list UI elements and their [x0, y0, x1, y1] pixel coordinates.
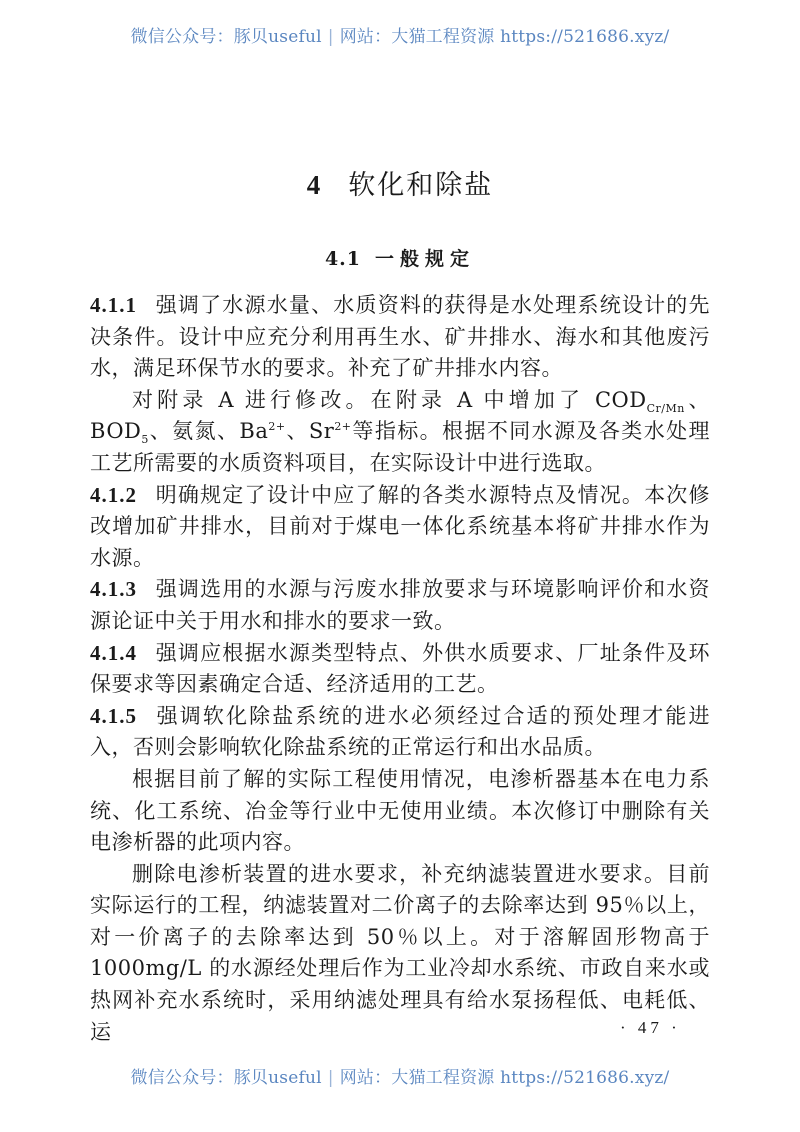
text-fragment: 、氨氮、Ba — [148, 419, 269, 444]
watermark-website: 网站：大猫工程资源 https://521686.xyz/ — [339, 1068, 670, 1088]
appendix-a-paragraph — [90, 385, 710, 480]
clause-text: 强调软化除盐系统的进水必须经过合适的预处理才能进入，否则会影响软化除盐系统的正常运行和出水品质。 — [90, 703, 710, 760]
body-text — [90, 290, 710, 1048]
chapter-name: 软化和除盐 — [348, 170, 494, 201]
clause-4-1-1 — [90, 290, 710, 385]
page-number: · 47 · — [620, 1018, 681, 1037]
watermark-separator: | — [327, 27, 334, 47]
clause-4-1-5 — [90, 701, 710, 764]
section-name: 一般规定 — [375, 248, 476, 270]
section-number: 4.1 — [324, 248, 362, 270]
text-fragment: 、BOD — [90, 387, 711, 444]
section-title — [0, 244, 800, 271]
subscript: Cr/Mn — [646, 401, 685, 415]
clause-text: 强调应根据水源类型特点、外供水质要求、厂址条件及环保要求等因素确定合适、经济适用的工艺。 — [90, 640, 710, 697]
watermark-wechat: 微信公众号：豚贝useful — [130, 1068, 322, 1088]
clause-4-1-2 — [90, 480, 710, 575]
text-fragment: 、Sr — [285, 419, 335, 444]
chapter-number: 4 — [306, 170, 323, 200]
paragraph-text: 删除电渗析装置的进水要求，补充纳滤装置进水要求。目前实际运行的工程，纳滤装置对二价离子的去除率达到 95％以上，对一价离子的去除率达到 50％以上。对于溶解固形物高于1000mg/L 的水源经处理后作为工业冷却水系统、市政自来水或热网补充水系统时，采用纳滤处理具有给水泵扬程低、电耗低、运 — [90, 861, 710, 1044]
subscript: 5 — [141, 433, 149, 447]
watermark-wechat: 微信公众号：豚贝useful — [130, 27, 322, 47]
text-fragment: 对附录 A 进行修改。在附录 A 中增加了 COD — [132, 387, 647, 412]
clause-number: 4.1.2 — [90, 482, 137, 507]
watermark-website: 网站：大猫工程资源 https://521686.xyz/ — [339, 27, 670, 47]
superscript: 2+ — [268, 420, 286, 434]
paragraph-text: 根据目前了解的实际工程使用情况，电渗析器基本在电力系统、化工系统、冶金等行业中无使用业绩。本次修订中删除有关电渗析器的此项内容。 — [90, 766, 710, 855]
watermark-separator: | — [327, 1068, 334, 1088]
clause-text: 明确规定了设计中应了解的各类水源特点及情况。本次修改增加矿井排水，目前对于煤电一体化系统基本将矿井排水作为水源。 — [90, 482, 710, 570]
clause-number: 4.1.5 — [90, 703, 137, 728]
superscript: 2+ — [334, 420, 352, 434]
clause-number: 4.1.4 — [90, 640, 137, 665]
clause-4-1-3 — [90, 574, 710, 637]
watermark-header — [0, 22, 800, 47]
clause-text: 强调了水源水量、水质资料的获得是水处理系统设计的先决条件。设计中应充分利用再生水、矿井排水、海水和其他废污水，满足环保节水的要求。补充了矿井排水内容。 — [90, 293, 710, 381]
clause-number: 4.1.1 — [90, 293, 137, 317]
nanofiltration-paragraph — [90, 859, 710, 1049]
clause-text: 强调选用的水源与污废水排放要求与环境影响评价和水资源论证中关于用水和排水的要求一致。 — [90, 577, 710, 633]
watermark-footer — [0, 1063, 800, 1088]
electrodialysis-paragraph — [90, 764, 710, 859]
clause-number: 4.1.3 — [90, 577, 137, 602]
text-fragment: 等指标。根据不同水源及各类水处理工艺所需要的水质资料项目，在实际设计中进行选取。 — [90, 419, 710, 475]
clause-4-1-4 — [90, 638, 710, 701]
chapter-title — [0, 163, 800, 202]
